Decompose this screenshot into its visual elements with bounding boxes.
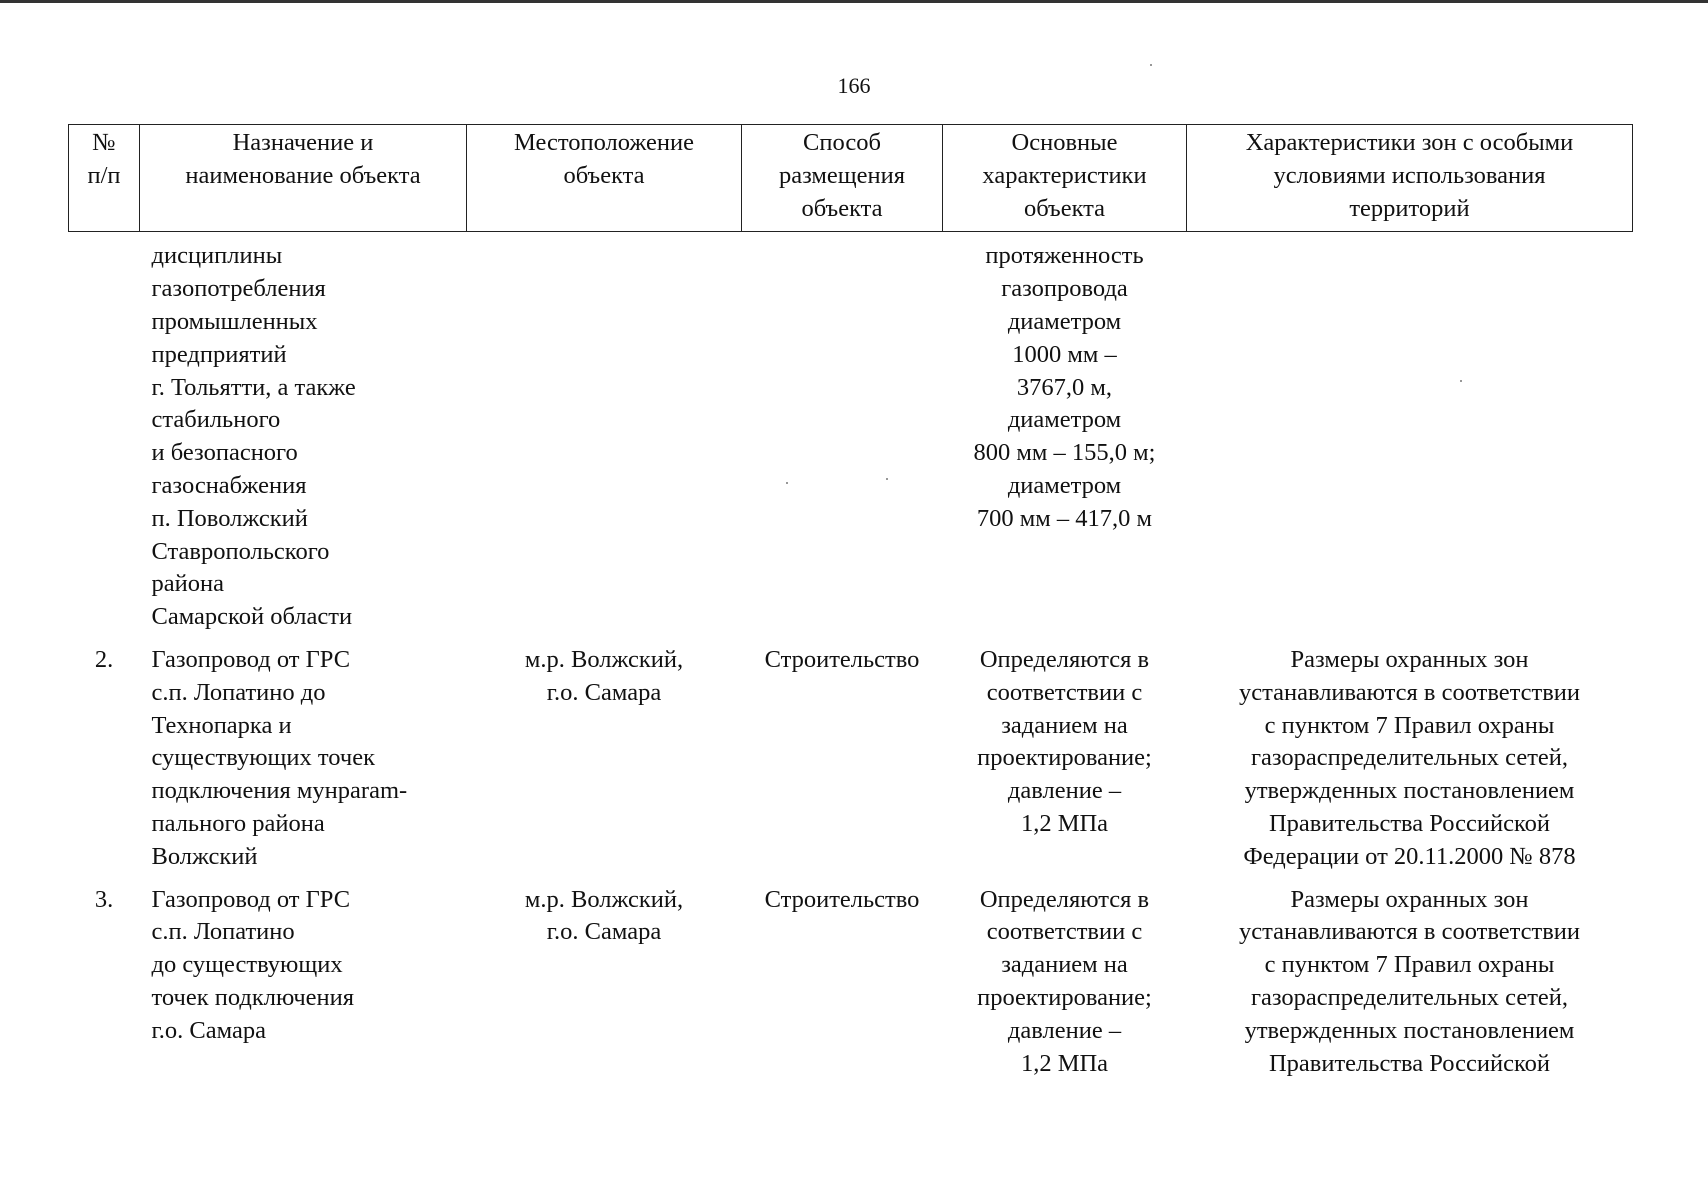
- cell-number: 3.: [94, 885, 114, 913]
- header-row: [69, 125, 1633, 232]
- cell-method: Строительство: [764, 885, 920, 913]
- header-location: Местоположение объекта: [467, 125, 742, 232]
- cell-zones: Размеры охранных зон устанавливаются в соответствии с пунктом 7 Правил охраны газораспределительных сетей, утвержденных постановлением Правительства Российской: [1238, 885, 1581, 1077]
- scan-speck: [1460, 380, 1462, 382]
- cell-characteristics: Определяются в соответствии с заданием на проектирование; давление – 1,2 МПа: [977, 885, 1152, 1077]
- cell-method: [742, 232, 943, 644]
- cell-location: м.р. Волжский, г.о. Самара: [524, 885, 684, 946]
- cell-characteristics: Определяются в соответствии с заданием на проектирование; давление – 1,2 МПа: [977, 645, 1152, 837]
- cell-location: [467, 232, 742, 644]
- table-row: [69, 232, 1633, 644]
- page-number: 166: [837, 73, 871, 98]
- cell-number: 2.: [94, 645, 114, 673]
- table-row: [69, 884, 1633, 1091]
- cell-number: [69, 232, 140, 644]
- table-header: [69, 125, 1633, 232]
- header-method: Способ размещения объекта: [742, 125, 943, 232]
- cell-zones: [1187, 232, 1633, 644]
- header-name: Назначение и наименование объекта: [140, 125, 467, 232]
- cell-name: Газопровод от ГРС с.п. Лопатино до Технопарка и существующих точек подключения мунparam- пального района Волжский: [151, 645, 408, 870]
- header-characteristics: Основные характеристики объекта: [943, 125, 1187, 232]
- table-row: [69, 644, 1633, 884]
- scan-speck: [786, 482, 788, 484]
- scan-speck: [886, 478, 888, 480]
- objects-table: [68, 124, 1633, 1090]
- scan-speck: [1150, 64, 1152, 66]
- header-zones: Характеристики зон с особыми условиями использования территорий: [1187, 125, 1633, 232]
- cell-zones: Размеры охранных зон устанавливаются в соответствии с пунктом 7 Правил охраны газораспределительных сетей, утвержденных постановлением Правительства Российской Федерации от 20.11.2000 № 878: [1238, 645, 1581, 870]
- header-number: № п/п: [69, 125, 140, 232]
- cell-method: Строительство: [764, 645, 920, 673]
- table-body: [69, 232, 1633, 1090]
- cell-location: м.р. Волжский, г.о. Самара: [524, 645, 684, 706]
- cell-name: Газопровод от ГРС с.п. Лопатино до существующих точек подключения г.о. Самара: [151, 885, 355, 1044]
- cell-characteristics: протяженность газопровода диаметром 1000 мм – 3767,0 м, диаметром 800 мм – 155,0 м; диаметром 700 мм – 417,0 м: [973, 242, 1156, 532]
- cell-name: дисциплины газопотребления промышленных предприятий г. Тольятти, а также стабильного и безопасного газоснабжения п. Поволжский Ставропольского района Самарской области: [151, 242, 356, 631]
- scan-top-border: [0, 0, 1708, 3]
